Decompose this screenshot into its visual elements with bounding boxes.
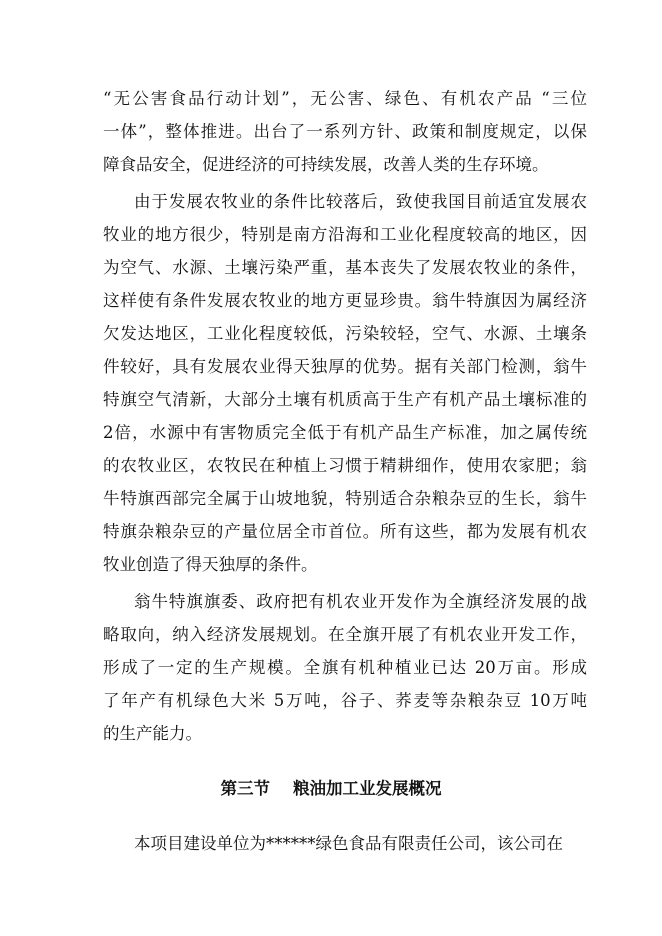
paragraph-line: 障食品安全，促进经济的可持续发展，改善人类的生存环境。 <box>103 155 549 174</box>
paragraph-line: 件较好，具有发展农业得天独厚的优势。据有关部门检测，翁牛 <box>103 357 587 376</box>
paragraph-line: 由于发展农牧业的条件比较落后，致使我国目前适宜发展农 <box>134 192 587 211</box>
paragraph-line: 的生产能力。 <box>103 724 202 743</box>
paragraph-line: “无公害食品行动计划”，无公害、绿色、有机农产品 “三位 <box>103 89 587 108</box>
paragraph-line: 牧业创造了得天独厚的条件。 <box>103 555 318 574</box>
paragraph-line: 本项目建设单位为******绿色食品有限责任公司，该公司在 <box>134 834 563 853</box>
paragraph-line: 一体”，整体推进。出台了一系列方针、政策和制度规定，以保 <box>103 122 587 141</box>
paragraph-line: 形成了一定的生产规模。全旗有机种植业已达 20万亩。形成 <box>103 658 587 677</box>
paragraph-line: 翁牛特旗旗委、政府把有机农业开发作为全旗经济发展的战 <box>134 592 587 611</box>
paragraph-line: 特旗空气清新，大部分土壤有机质高于生产有机产品土壤标准的 <box>103 390 587 409</box>
paragraph-line: 欠发达地区，工业化程度较低，污染较轻，空气、水源、土壤条 <box>103 324 587 343</box>
section-heading: 第三节 粮油加工业发展概况 <box>220 779 442 798</box>
paragraph-line: 略取向，纳入经济发展规划。在全旗开展了有机农业开发工作， <box>103 625 587 644</box>
paragraph-line: 这样使有条件发展农牧业的地方更显珍贵。翁牛特旗因为属经济 <box>103 291 587 310</box>
paragraph-line: 了年产有机绿色大米 5万吨，谷子、荞麦等杂粮杂豆 10万吨 <box>103 691 587 710</box>
paragraph-line: 特旗杂粮杂豆的产量位居全市首位。所有这些，都为发展有机农 <box>103 522 587 541</box>
paragraph-line: 牛特旗西部完全属于山坡地貌，特别适合杂粮杂豆的生长，翁牛 <box>103 489 587 508</box>
paragraph-line: 2倍，水源中有害物质完全低于有机产品生产标准，加之属传统 <box>103 423 587 442</box>
paragraph-line: 的农牧业区，农牧民在种植上习惯于精耕细作，使用农家肥；翁 <box>103 456 587 475</box>
paragraph-line: 牧业的地方很少，特别是南方沿海和工业化程度较高的地区，因 <box>103 225 587 244</box>
paragraph-line: 为空气、水源、土壤污染严重，基本丧失了发展农牧业的条件， <box>103 258 587 277</box>
